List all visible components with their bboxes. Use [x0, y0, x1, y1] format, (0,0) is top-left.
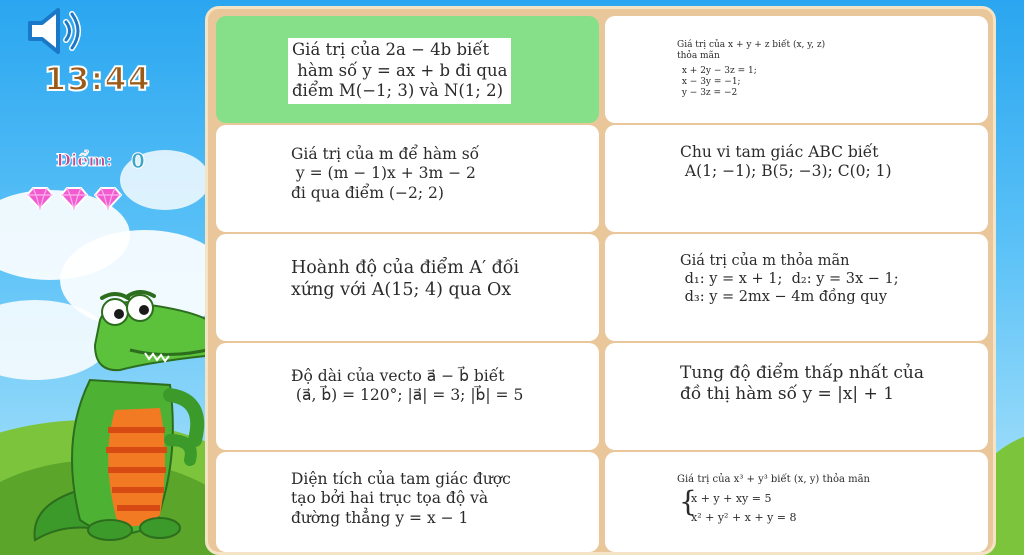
card-text: Tung độ điểm thấp nhất của đồ thị hàm số y = |x| + 1 [680, 363, 924, 405]
card-text: Giá trị của 2a − 4b biết hàm số y = ax + b đi qua điểm M(−1; 3) và N(1; 2) [288, 38, 511, 104]
card-heading: Giá trị của x³ + y³ biết (x, y) thỏa mãn [677, 474, 870, 485]
card-text: Độ dài của vecto a⃗ − b⃗ biết (a⃗, b⃗) = 120°; |a⃗| = 3; |b⃗| = 5 [291, 367, 524, 405]
answer-card[interactable] [216, 16, 599, 123]
diamond-icon [94, 186, 122, 210]
card-heading: Giá trị của x + y + z biết (x, y, z) thỏa mãn [677, 40, 826, 61]
answer-card[interactable] [605, 16, 988, 123]
answer-card[interactable] [216, 343, 599, 450]
card-text: Hoành độ của điểm A′ đối xứng với A(15; 4) qua Ox [291, 258, 520, 300]
answer-card[interactable] [216, 452, 599, 552]
card-text: Chu vi tam giác ABC biết A(1; −1); B(5; −3); C(0; 1) [680, 143, 892, 181]
answer-card[interactable] [605, 343, 988, 450]
crocodile-mascot-icon [20, 290, 235, 550]
card-text: Giá trị của m để hàm số y = (m − 1)x + 3m − 2 đi qua điểm (−2; 2) [291, 145, 480, 202]
score-label: Điểm: [56, 151, 113, 171]
answer-card[interactable] [605, 125, 988, 232]
card-equation-lines: x + y + xy = 5 x² + y² + x + y = 8 [691, 492, 797, 524]
lives-gems [26, 186, 122, 210]
card-text: Giá trị của m thỏa mãn d₁: y = x + 1; d₂: y = 3x − 1; d₃: y = 2mx − 4m đồng quy [680, 253, 899, 306]
system-brace: { [679, 485, 697, 518]
answer-card[interactable] [216, 125, 599, 232]
answer-card[interactable] [216, 234, 599, 341]
answer-card[interactable] [605, 234, 988, 341]
diamond-icon [26, 186, 54, 210]
card-text: Diện tích của tam giác được tạo bởi hai trục tọa độ và đường thẳng y = x − 1 [291, 470, 511, 527]
answer-card[interactable] [605, 452, 988, 552]
card-equation-lines: x + 2y − 3z = 1; x − 3y = −1; y − 3z = −2 [681, 66, 757, 98]
score-value: 0 [131, 149, 145, 173]
speaker-icon[interactable] [26, 6, 88, 56]
cards-board [205, 6, 996, 555]
countdown-timer: 13:44 [44, 60, 151, 98]
diamond-icon [60, 186, 88, 210]
